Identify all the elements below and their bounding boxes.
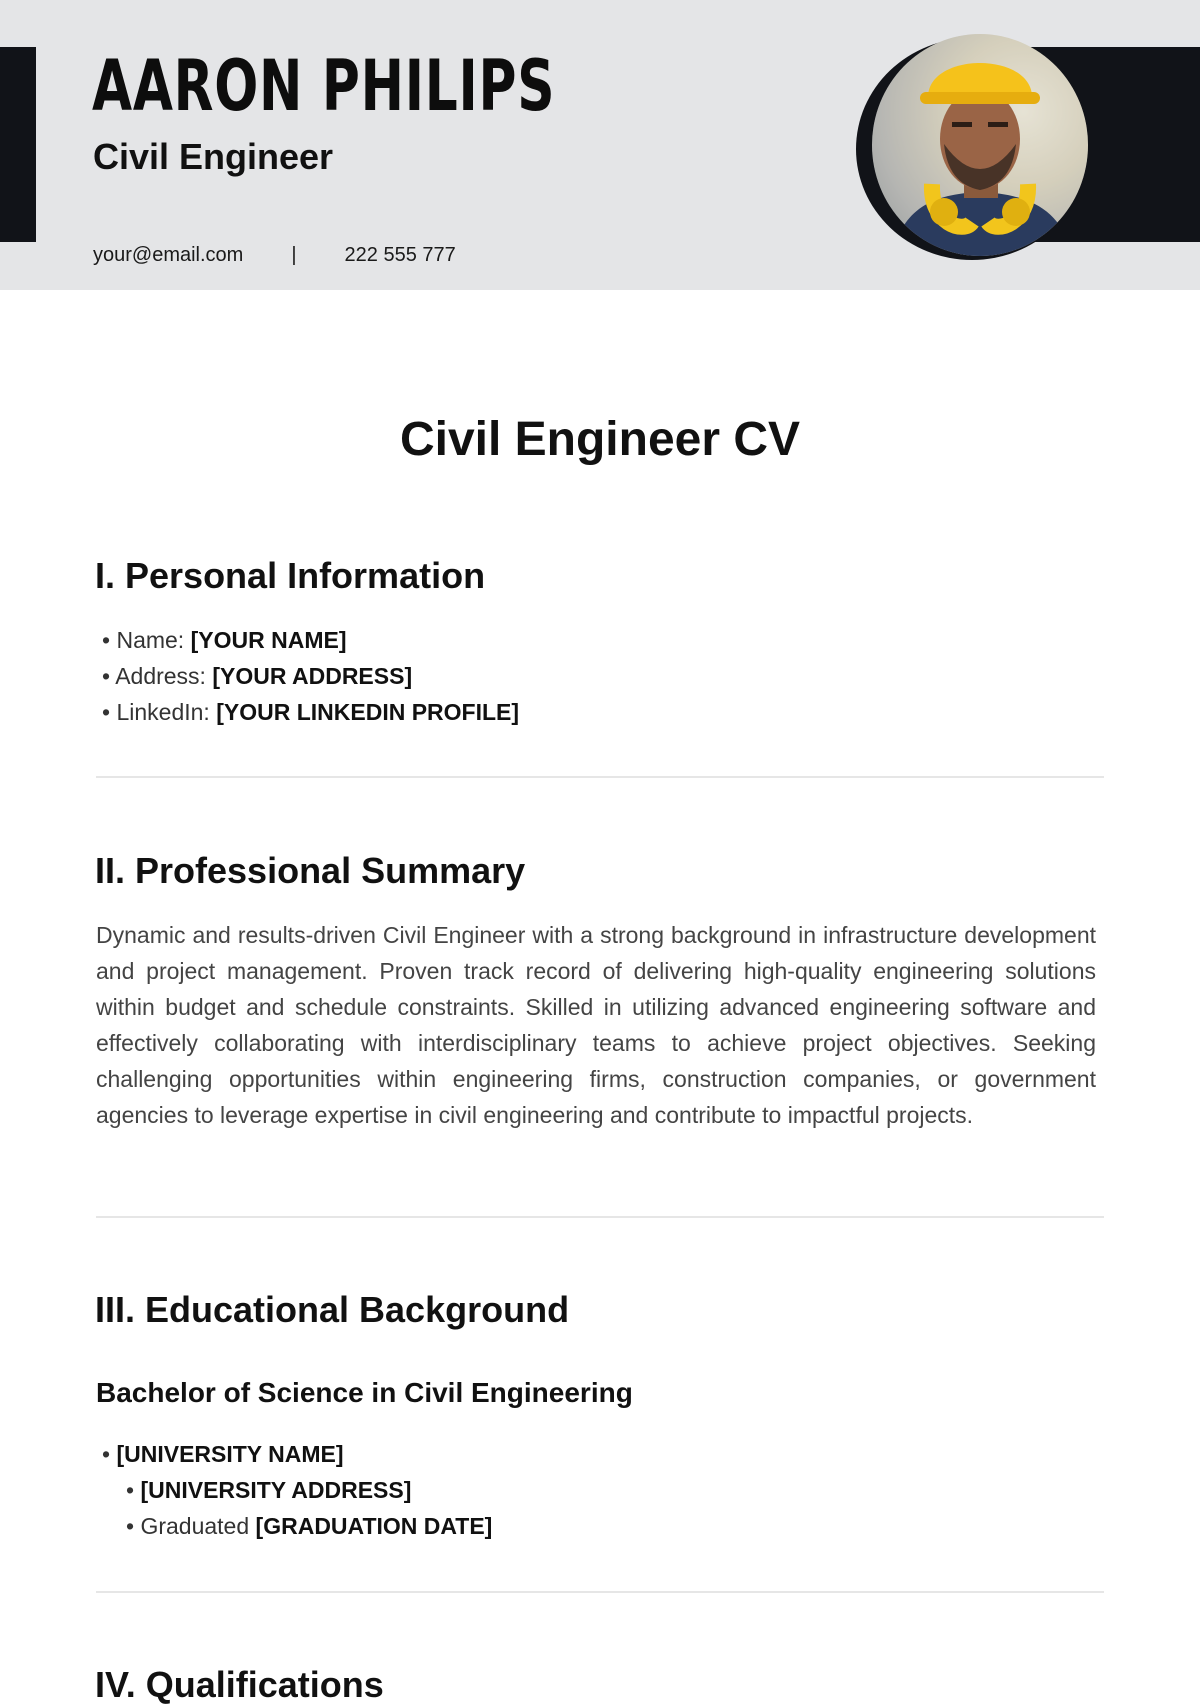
university-name: [UNIVERSITY NAME] (116, 1441, 344, 1467)
list-item: • Name: [YOUR NAME] (102, 627, 347, 653)
item-value: [YOUR LINKEDIN PROFILE] (216, 699, 520, 725)
section-heading-professional-summary: II. Professional Summary (95, 850, 526, 891)
education-list (102, 1436, 492, 1544)
email-text: your@email.com (93, 244, 244, 266)
document-title: Civil Engineer CV (399, 413, 801, 466)
degree-title: Bachelor of Science in Civil Engineering (96, 1377, 633, 1408)
section-heading-personal-information: I. Personal Information (95, 555, 486, 596)
section-divider (96, 1216, 1104, 1218)
section-divider (96, 1591, 1104, 1593)
university-address: [UNIVERSITY ADDRESS] (140, 1477, 412, 1503)
candidate-name: AARON PHILIPS (92, 45, 556, 127)
section-heading-education: III. Educational Background (95, 1289, 570, 1330)
list-item: • [UNIVERSITY ADDRESS] (126, 1477, 412, 1503)
list-item: • [UNIVERSITY NAME] (102, 1441, 344, 1467)
item-label: Address: (115, 663, 206, 689)
candidate-role: Civil Engineer (93, 136, 334, 177)
graduation-date: [GRADUATION DATE] (255, 1513, 493, 1539)
portrait-illustration (872, 34, 1088, 256)
engineer-portrait-photo (872, 34, 1088, 256)
phone-text: 222 555 777 (344, 244, 456, 266)
item-value: [YOUR NAME] (190, 627, 347, 653)
personal-information-list (102, 622, 519, 730)
item-label: Name: (116, 627, 185, 653)
left-accent-bar (0, 47, 36, 242)
section-heading-qualifications: IV. Qualifications (95, 1664, 384, 1705)
item-label: LinkedIn: (116, 699, 210, 725)
list-item: • Address: [YOUR ADDRESS] (102, 663, 413, 689)
item-value: [YOUR ADDRESS] (212, 663, 413, 689)
contact-separator: | (291, 244, 297, 266)
summary-paragraph: Dynamic and results-driven Civil Engineer with a strong background in infrastructure development and project management. Proven track record of delivering high-quality engineering solutions within budget and schedule constraints. Skilled in utilizing advanced engineering software and effectively collaborating with interdisciplinary teams to achieve project objectives. Seeking challenging opportunities within engineering firms, construction companies, or government agencies to leverage expertise in civil engineering and contribute to impactful projects. (96, 922, 1096, 1128)
list-item: • LinkedIn: [YOUR LINKEDIN PROFILE] (102, 699, 520, 725)
graduated-label: Graduated (140, 1513, 250, 1539)
list-item: • Graduated [GRADUATION DATE] (126, 1513, 493, 1539)
section-divider (96, 776, 1104, 778)
contact-info (93, 244, 456, 267)
